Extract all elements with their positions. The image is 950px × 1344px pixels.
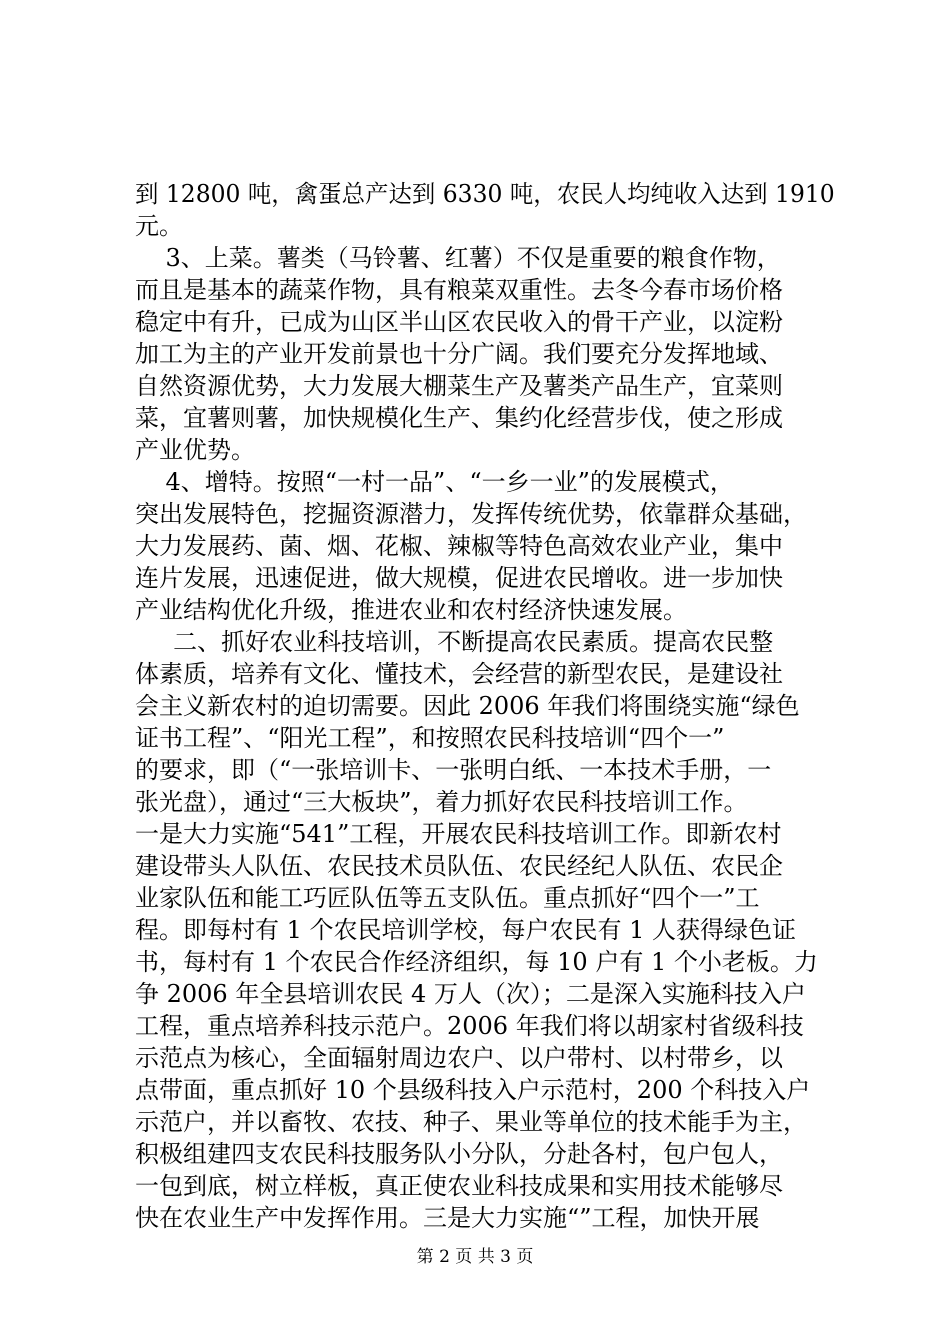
text-line: 示范户，并以畜牧、农技、种子、果业等单位的技术能手为主， <box>135 1108 807 1136</box>
text-line: 积极组建四支农民科技服务队小分队，分赴各村，包户包人， <box>135 1140 783 1168</box>
text-line: 一是大力实施“541”工程，开展农民科技培训工作。即新农村 <box>135 820 782 848</box>
text-line: 自然资源优势，大力发展大棚菜生产及薯类产品生产，宜菜则 <box>135 372 783 400</box>
text-line: 大力发展药、菌、烟、花椒、辣椒等特色高效农业产业，集中 <box>135 532 783 560</box>
text-line: 而且是基本的蔬菜作物，具有粮菜双重性。去冬今春市场价格 <box>135 276 783 304</box>
text-line: 争 2006 年全县培训农民 4 万人（次）；二是深入实施科技入户 <box>135 980 806 1008</box>
text-line: 一包到底，树立样板，真正使农业科技成果和实用技术能够尽 <box>135 1172 783 1200</box>
text-line: 程。即每村有 1 个农民培训学校，每户农民有 1 人获得绿色证 <box>135 916 797 944</box>
text-line: 4、增特。按照“一村一品”、“一乡一业”的发展模式， <box>135 468 734 496</box>
text-line: 体素质，培养有文化、懂技术，会经营的新型农民，是建设社 <box>135 660 783 688</box>
text-line: 会主义新农村的迫切需要。因此 2006 年我们将围绕实施“绿色 <box>135 692 800 720</box>
text-line: 张光盘），通过“三大板块”，着力抓好农民科技培训工作。 <box>135 788 748 816</box>
text-line: 连片发展，迅速促进，做大规模，促进农民增收。进一步加快 <box>135 564 783 592</box>
text-line: 书，每村有 1 个农民合作经济组织，每 10 户有 1 个小老板。力 <box>135 948 818 976</box>
text-line: 稳定中有升，已成为山区半山区农民收入的骨干产业，以淀粉 <box>135 308 783 336</box>
text-line: 元。 <box>135 212 183 240</box>
text-line: 突出发展特色，挖掘资源潜力，发挥传统优势，依靠群众基础， <box>135 500 807 528</box>
text-line: 加工为主的产业开发前景也十分广阔。我们要充分发挥地域、 <box>135 340 783 368</box>
text-line: 二、抓好农业科技培训，不断提高农民素质。提高农民整 <box>135 628 774 656</box>
text-line: 产业优势。 <box>135 436 255 464</box>
text-line: 菜，宜薯则薯，加快规模化生产、集约化经营步伐，使之形成 <box>135 404 783 432</box>
text-line: 业家队伍和能工巧匠队伍等五支队伍。重点抓好“四个一”工 <box>135 884 760 912</box>
text-line: 3、上菜。薯类（马铃薯、红薯）不仅是重要的粮食作物， <box>135 244 781 272</box>
text-line: 的要求，即（“一张培训卡、一张明白纸、一本技术手册，一 <box>135 756 772 784</box>
text-line: 到 12800 吨，禽蛋总产达到 6330 吨，农民人均纯收入达到 1910 <box>135 180 835 208</box>
text-line: 建设带头人队伍、农民技术员队伍、农民经纪人队伍、农民企 <box>135 852 783 880</box>
text-line: 产业结构优化升级，推进农业和农村经济快速发展。 <box>135 596 687 624</box>
text-line: 点带面，重点抓好 10 个县级科技入户示范村，200 个科技入户 <box>135 1076 811 1104</box>
text-line: 工程，重点培养科技示范户。2006 年我们将以胡家村省级科技 <box>135 1012 804 1040</box>
text-line: 证书工程”、“阳光工程”，和按照农民科技培训“四个一” <box>135 724 725 752</box>
text-line: 快在农业生产中发挥作用。三是大力实施“”工程，加快开展 <box>135 1204 760 1232</box>
text-line: 示范点为核心，全面辐射周边农户、以户带村、以村带乡，以 <box>135 1044 783 1072</box>
page-footer: 第 2 页 共 3 页 <box>416 1247 534 1267</box>
